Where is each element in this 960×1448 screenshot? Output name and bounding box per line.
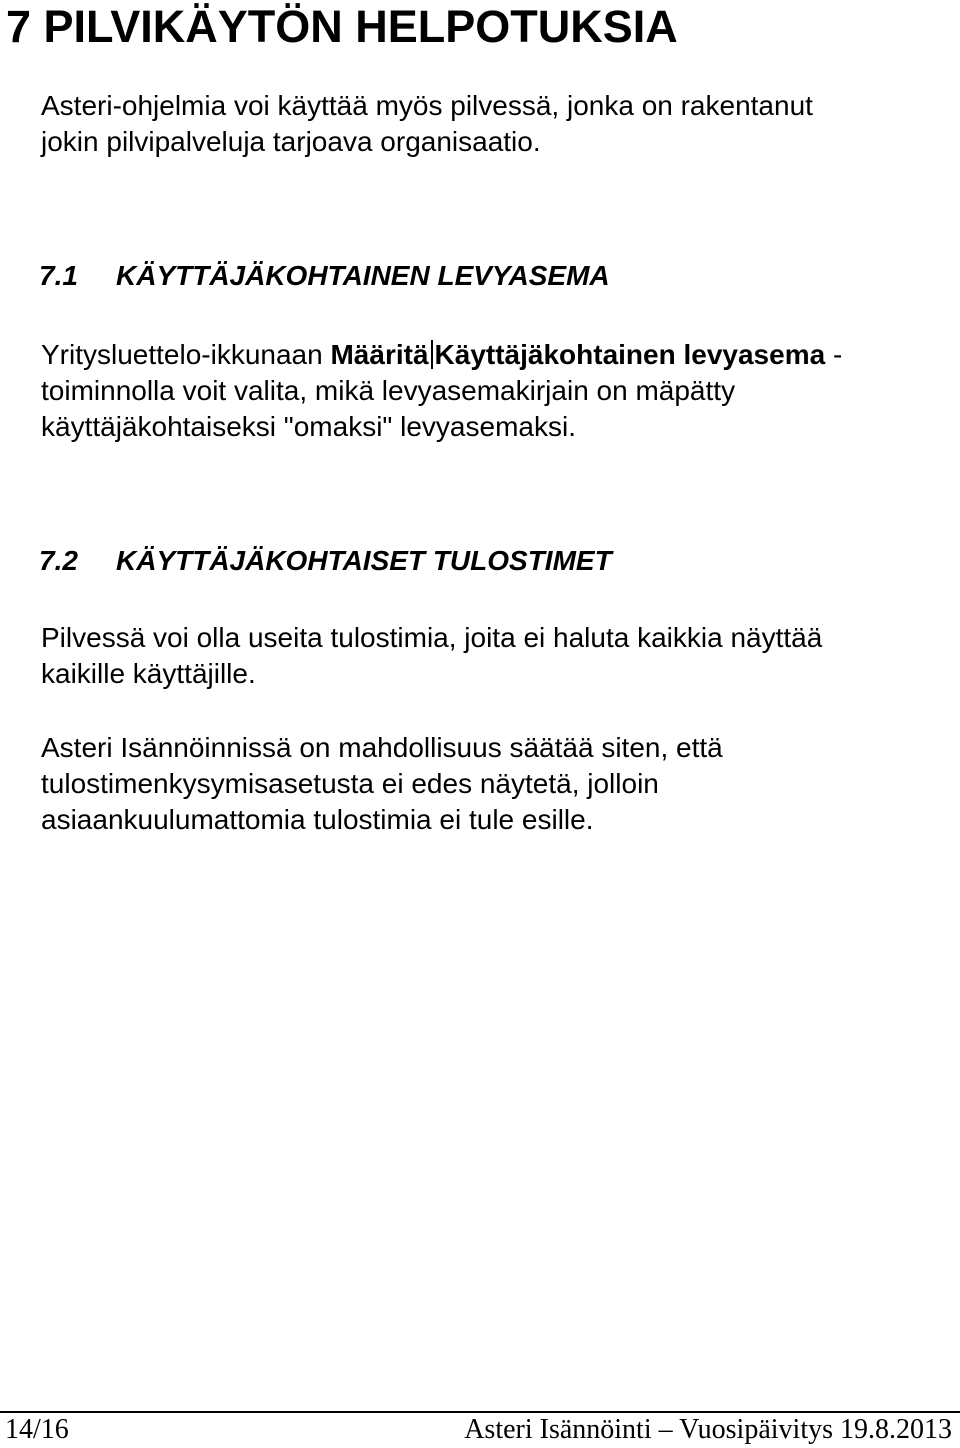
section-heading-7-2 <box>39 543 612 579</box>
paragraph-line: tulostimenkysymisasetusta ei edes näytetä, jolloin <box>41 768 659 799</box>
menu-path-sub: Käyttäjäkohtainen levyasema <box>434 339 826 370</box>
section-heading-7-1 <box>39 258 610 294</box>
menu-path-main: Määritä <box>330 339 429 370</box>
paragraph-line: Pilvessä voi olla useita tulostimia, joita ei haluta kaikkia näyttää <box>41 622 823 653</box>
intro-line: jokin pilvipalveluja tarjoava organisaatio. <box>41 126 541 157</box>
paragraph-line: asiaankuulumattomia tulostimia ei tule esille. <box>41 804 594 835</box>
chapter-intro <box>41 88 941 160</box>
line-prefix: Yritysluettelo-ikkunaan <box>41 339 331 370</box>
intro-line: Asteri-ohjelmia voi käyttää myös pilvessä, jonka on rakentanut <box>41 90 813 121</box>
page-number: 14/16 <box>5 1414 69 1445</box>
paragraph-line: kaikille käyttäjille. <box>41 658 256 689</box>
paragraph-line: käyttäjäkohtaiseksi "omaksi" levyasemaksi. <box>41 411 576 442</box>
footer-document-title: Asteri Isännöinti – Vuosipäivitys 19.8.2013 <box>464 1414 952 1445</box>
section-7-1-paragraph <box>41 337 941 445</box>
section-number: 7.1 <box>39 260 78 291</box>
section-7-2-paragraph-1 <box>41 620 941 692</box>
section-number: 7.2 <box>39 545 78 576</box>
section-title: KÄYTTÄJÄKOHTAINEN LEVYASEMA <box>116 260 610 291</box>
menu-path-separator <box>431 340 433 369</box>
line-suffix: - <box>825 339 843 370</box>
section-title: KÄYTTÄJÄKOHTAISET TULOSTIMET <box>116 545 612 576</box>
paragraph-line <box>41 337 941 373</box>
paragraph-line: Asteri Isännöinnissä on mahdollisuus säätää siten, että <box>41 732 723 763</box>
chapter-title: 7 PILVIKÄYTÖN HELPOTUKSIA <box>6 1 678 52</box>
section-7-2-paragraph-2 <box>41 730 941 838</box>
paragraph-line: toiminnolla voit valita, mikä levyasemakirjain on mäpätty <box>41 375 736 406</box>
